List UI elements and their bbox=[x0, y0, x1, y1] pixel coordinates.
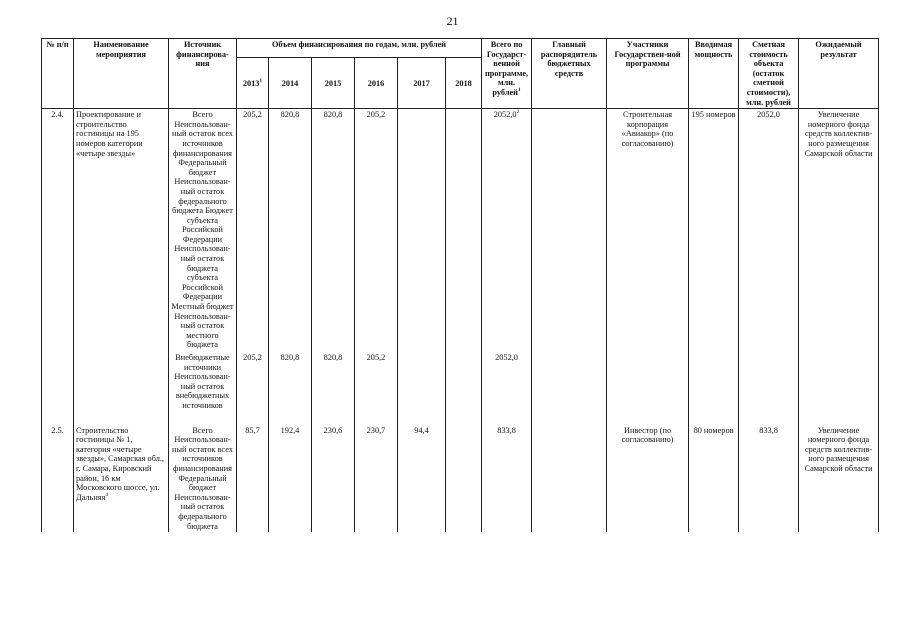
row-source: Всего Неиспользован-ный остаток всех источников финансирования Федеральный бюджет Неиспользован-ный остаток федерального бюджета Бюджет субъекта Российской Федерации Неиспользован-ный остаток бюджета субъекта Российской Федерации Местный бюджет Неиспользован-ный остаток местного бюджета bbox=[169, 109, 237, 351]
row-total: 2052,0 bbox=[482, 351, 532, 412]
row-source-extra: Внебюджетные источники Неиспользован-ный остаток внебюджетных источников bbox=[169, 351, 237, 412]
header-year: 2018 bbox=[446, 58, 482, 109]
header-year: 2014 bbox=[269, 58, 312, 109]
row-participants: Строительная корпорация «Авиакор» (по согласованию) bbox=[607, 109, 689, 351]
table-row bbox=[42, 109, 879, 351]
header-num: № п/п bbox=[42, 39, 74, 109]
financing-table bbox=[41, 38, 879, 532]
page-number: 21 bbox=[446, 14, 459, 28]
header-manager: Главный распорядитель бюджетных средств bbox=[532, 39, 607, 109]
row-manager bbox=[532, 109, 607, 351]
row-name: Проектирование и строительство гостиницы на 195 номеров категории «четыре звезды» bbox=[74, 109, 169, 351]
header-name: Наименование мероприятия bbox=[74, 39, 169, 109]
row-result: Увеличение номерного фонда средств коллектив-ного размещения Самарской области bbox=[799, 425, 879, 533]
row-value: 230,7 bbox=[355, 425, 398, 533]
table-row bbox=[42, 351, 879, 412]
table-header bbox=[42, 39, 879, 109]
row-capacity: 195 номеров bbox=[689, 109, 739, 351]
table-row bbox=[42, 425, 879, 533]
header-year: 2016 bbox=[355, 58, 398, 109]
row-value: 205,2 bbox=[355, 109, 398, 351]
header-year: 2015 bbox=[312, 58, 355, 109]
row-value bbox=[446, 351, 482, 412]
row-value: 820,8 bbox=[312, 351, 355, 412]
row-value bbox=[446, 425, 482, 533]
row-value: 94,4 bbox=[398, 425, 446, 533]
header-result: Ожидаемый результат bbox=[799, 39, 879, 109]
row-value: 205,2 bbox=[237, 351, 269, 412]
row-manager bbox=[532, 425, 607, 533]
row-value: 820,8 bbox=[269, 351, 312, 412]
header-total: Всего по Государст-венной программе, млн. рублей$^1$ bbox=[482, 39, 532, 109]
row-value bbox=[446, 109, 482, 351]
header-funding: Объем финансирования по годам, млн. рублей bbox=[237, 39, 482, 58]
row-total: 833,8 bbox=[482, 425, 532, 533]
row-value bbox=[398, 109, 446, 351]
row-name: Строительство гостиницы № 1, категория «четыре звезды», Самарская обл., г. Самара, Кировский район, 16 км Московского шоссе, ул. Дальняя$^4$ bbox=[74, 425, 169, 533]
row-value: 205,2 bbox=[355, 351, 398, 412]
row-value: 205,2 bbox=[237, 109, 269, 351]
table-body bbox=[42, 109, 879, 532]
header-cost: Сметная стоимость объекта (остаток сметной стоимости), млн. рублей bbox=[739, 39, 799, 109]
row-source: Всего Неиспользован-ный остаток всех источников финансирования Федеральный бюджет Неиспользован-ный остаток федерального бюджета bbox=[169, 425, 237, 533]
row-value: 820,8 bbox=[312, 109, 355, 351]
row-participants: Инвестор (по согласованию) bbox=[607, 425, 689, 533]
row-value: 85,7 bbox=[237, 425, 269, 533]
row-cost: 833,8 bbox=[739, 425, 799, 533]
row-total: 2052,0$^2$ bbox=[482, 109, 532, 351]
row-result: Увеличение номерного фонда средств коллектив-ного размещения Самарской области bbox=[799, 109, 879, 351]
row-value: 820,8 bbox=[269, 109, 312, 351]
row-capacity: 80 номеров bbox=[689, 425, 739, 533]
row-num: 2.4. bbox=[42, 109, 74, 351]
row-value bbox=[398, 351, 446, 412]
header-capacity: Вводимая мощность bbox=[689, 39, 739, 109]
header-year: 2013$^1$ bbox=[237, 58, 269, 109]
row-cost: 2052,0 bbox=[739, 109, 799, 351]
row-value: 230,6 bbox=[312, 425, 355, 533]
row-num: 2.5. bbox=[42, 425, 74, 533]
header-year: 2017 bbox=[398, 58, 446, 109]
row-value: 192,4 bbox=[269, 425, 312, 533]
header-source: Источник финансирова-ния bbox=[169, 39, 237, 109]
header-participants: Участники Государствен-ной программы bbox=[607, 39, 689, 109]
